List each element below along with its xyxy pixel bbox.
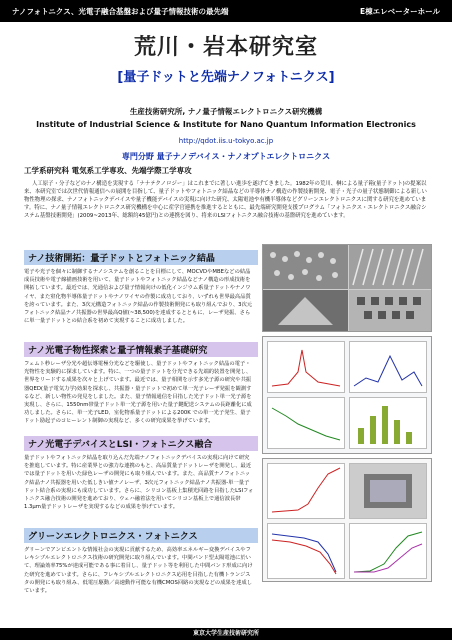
section-title-devices: ナノ光電子デバイスとLSI・フォトニクス融合 <box>24 436 258 451</box>
department: 工学系研究科 電気系工学専攻、先端学際工学専攻 <box>24 166 192 175</box>
micrograph-art <box>263 245 432 332</box>
spectroscopy-plots <box>262 336 432 454</box>
plot-solar-cell <box>267 523 345 579</box>
section-body-nanotech: 電子や光子を個々に制御するナノシステムを創ることを目標にして、MOCVDやMBEなどの結晶成長技術や電子線描画技術を用いて、量子ドットやフォトニック結晶などナノ構造の形成技術を開拓しています。最近では、光通信および量子情報向けの低化インジウム系量子ドットやナノワイヤ、また窒化物半導体量子ドットやナノワイヤの作製に成功しており、いずれも世界最高品質を誇っています。また、3次元構造フォトニック結晶の作製技術開発にも取り組んでおり、3次元フォトニック結晶ナノ共振器の世界最高Q値(~38,500)を達成するとともに、レーザ発振、さらに単一量子ドットとの結合系を初めて実現することに成功しました。 <box>24 269 253 325</box>
intro-paragraph: 人工原子・分子などのナノ構造を実現する「ナナテクノロジー」はこれまでに著しい進歩を遂げてきました。1982年の荒川、榊による量子箱(量子ドット)の提案以来、本研究室では次世代情報通信への展開を目指して、量子ドットやフォトニック結晶などの半導体ナノ構造の作製技術開発、電子・光子の量子状態制御による新しい物性物理の探求、ナノフォトニックデバイスや量子機能デバイスの実現に向けた研究、太陽電池や有機半導体などグリーンエレクトロニクスに関する研究を進めています。特に、ナノ量子情報エレクトロニクス研究機構を中心に産学官連携を推進するとともに、最先端研究開発支援プログラム「フォトニクス・エレクトロニクス融合システム基盤技術開発」(2009~2013年、総額約45億円)との連携を図り、将来のLSIフォトニクス融合技術の基盤研究を進めています。 <box>24 181 427 220</box>
institute-japanese: 生産技術研究所, ナノ量子情報エレクトロニクス研究機構 <box>129 107 323 116</box>
plot-spectrum-c <box>267 397 345 449</box>
section-body-quantum: フェムト秒レーザ分光や超伝導電極分光などを駆使し、量子ドットやフォトニック結晶の電子・光物性を実験的に探求しています。特に、一つの量子ドットを分光できる先端的装置を開発し、世界をリードする成果を次々と上げています。最近では、量子相関を示す多光子源の研究や共振器QED(量子電気力学)効果を探求し、共振器・量子ドットで初めて単一光子レーザ発振を観測するなど、新しい物性の発見をしました。また、量子情報通信を目指した光子ドット単一光子源を実現し、さらに、1550nm帯量子ドット単一光子源を用いた量子鍵配送システムの長距離化に成功しました。さらに、単一光子LED、室化物系量子ドットによる200K での単一光子発生、量子ドット励起子のコヒーレント制御の実現など、多くの研究成果を挙げています。 <box>24 361 252 425</box>
plot-transistor <box>349 523 427 579</box>
section-body-green: グリーンでアンビエントな情報社会の実現に貢献するため、高効率エネルギー変換デバイスやフレキシブルエレクトロニクス技術の研究開発に取り組んでいます。中間バンド型太陽電池に於いて、理論効率75%が達成可能である事に着目し、量子ドット等を利用した中間バンド形成に向けた研究を進めています。さらに、フレキシブルエレクトロニクス応用を目指した有機トランジスタの開発にも取り組み、低電圧駆動／高速動作可能な有機CMOS回路の実現などの成果を達成しています。 <box>24 547 253 595</box>
research-field: 専門分野 量子ナノデバイス・ナノオプトエレクトロニクス <box>121 152 331 161</box>
header-left-text: ナノフォトニクス、光電子融合基盤および量子情報技術の最先端 <box>12 6 229 16</box>
section-title-quantum: ナノ光電子物性探索と量子情報素子基礎研究 <box>24 342 258 357</box>
footer-bar: 東京大学生産技術研究所 <box>0 628 452 640</box>
section-title-green: グリーンエレクトロニクス・フォトニクス <box>24 528 258 543</box>
lab-title: 荒川・岩本研究室 <box>133 35 318 60</box>
lab-url[interactable]: http://qdot.iis.u-tokyo.ac.jp <box>178 137 274 145</box>
chip-photo <box>349 463 427 519</box>
plot-spectrum-d <box>349 397 427 449</box>
plot-spectrum-a <box>267 341 345 393</box>
section-title-nanotech: ナノ技術開拓：量子ドットとフォトニック結晶 <box>24 250 258 265</box>
lab-subtitle: [量子ドットと先端ナノフォトニクス] <box>117 70 335 85</box>
header-bar <box>0 0 452 22</box>
nanostructure-micrographs <box>262 244 432 332</box>
plot-spectrum-b <box>349 341 427 393</box>
header-location: E棟エレベーターホール <box>360 6 440 16</box>
section-body-devices: 量子ドットやフォトニック結晶を取り込んだ先端ナノフォトニックデバイスの実現に向けて研究を推進しています。特に産業界との強力な連携のもと、高品質量子ドットレーザを開発し、最近では量子ドットを用いた緑色レーザの開発にも取り組んでいます。また、高品質ナノフォトニック結晶ナノ共振器を用いた低しきい値ナノレーザ、3次元フォトニック結晶ナノ共振器-単一量子ドット結合系の実現にも成功しています。さらに、シリコン基板上集積光回路を目指したLSIフォトニクス融合技術の開発を進めており、ウェハ融着法を用いてシリコン基板上で通信波長帯1.3μm量子ドットレーザを実現するなどの成果を挙げています。 <box>24 455 254 511</box>
institute-english: Institute of Industrial Science & Institute for Nano Quantum Information Electronics <box>36 120 416 129</box>
plot-laser-curve <box>267 463 345 519</box>
device-figures <box>262 458 432 582</box>
